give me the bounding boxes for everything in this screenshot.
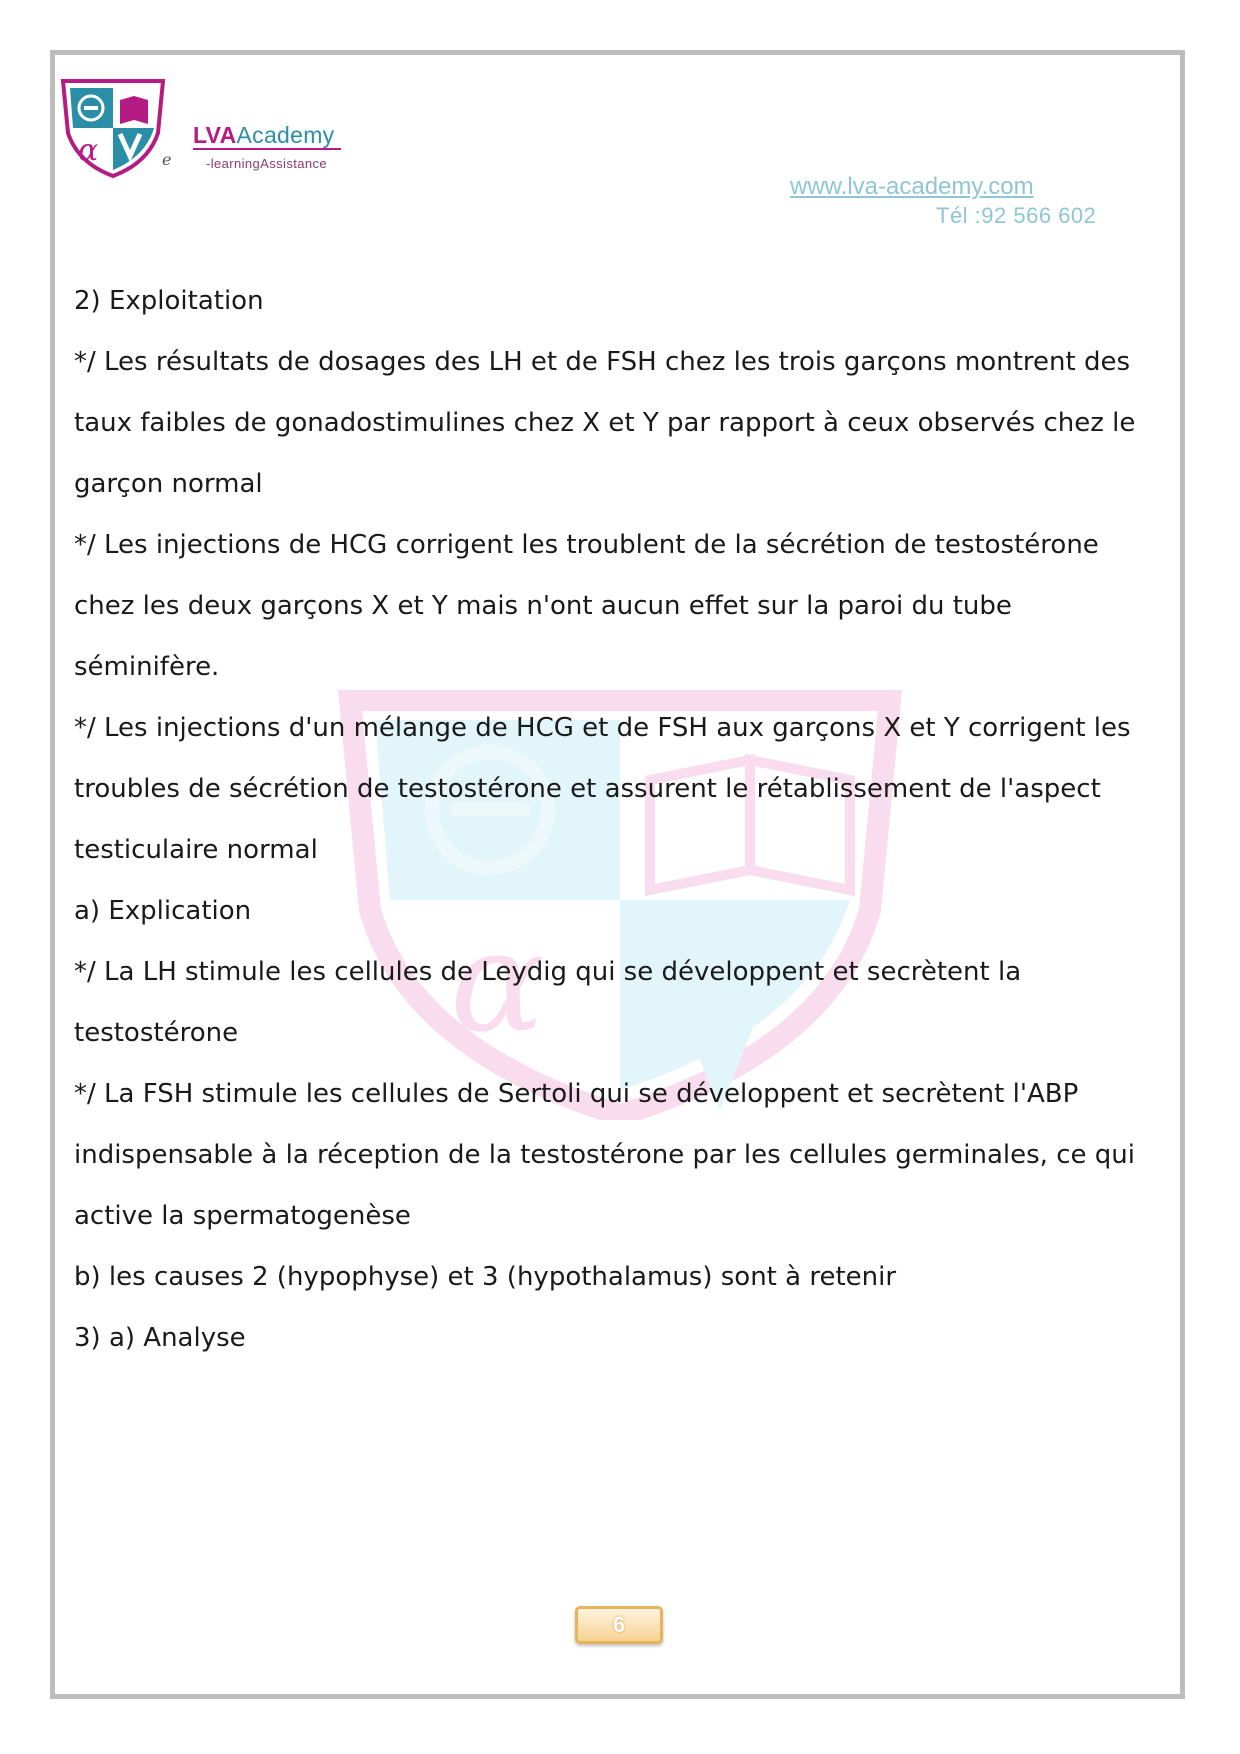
brand-underline [193,148,341,150]
document-body [74,271,1174,1369]
logo-e-letter: e [162,150,172,169]
text-line: 2) Exploitation [74,286,264,316]
text-line: troubles de sécrétion de testostérone et assurent le rétablissement de l'aspect [74,774,1101,804]
website-link[interactable]: www.lva-academy.com [790,173,1034,200]
text-line: testostérone [74,1018,239,1048]
text-line: indispensable à la réception de la testostérone par les cellules germinales, ce qui [74,1140,1135,1170]
brand-tagline: -learningAssistance [206,156,328,171]
text-line: active la spermatogenèse [74,1201,411,1231]
svg-text:α: α [78,133,99,168]
text-line: */ Les injections de HCG corrigent les troublent de la sécrétion de testostérone [74,530,1099,560]
text-line: 3) a) Analyse [74,1323,246,1353]
text-line: taux faibles de gonadostimulines chez X et Y par rapport à ceux observés chez le [74,408,1136,438]
brand-name [193,122,334,149]
brand-academy: Academy [236,122,335,148]
text-line: chez les deux garçons X et Y mais n'ont aucun effet sur la paroi du tube [74,591,1012,621]
text-line: garçon normal [74,469,263,499]
phone-number: Tél :92 566 602 [936,203,1097,228]
page-number-badge: 6 [575,1606,663,1644]
text-line: testiculaire normal [74,835,318,865]
lva-academy-logo [58,78,168,178]
text-line: */ La LH stimule les cellules de Leydig qui se développent et secrètent la [74,957,1022,987]
text-line: */ La FSH stimule les cellules de Sertoli qui se développent et secrètent l'ABP [74,1079,1079,1109]
svg-text:α: α [450,901,545,1064]
brand-lva: LVA [193,122,237,148]
text-line: b) les causes 2 (hypophyse) et 3 (hypothalamus) sont à retenir [74,1262,897,1292]
text-line: */ Les résultats de dosages des LH et de FSH chez les trois garçons montrent des [74,347,1130,377]
text-line: */ Les injections d'un mélange de HCG et de FSH aux garçons X et Y corrigent les [74,713,1131,743]
text-line: séminifère. [74,652,220,682]
text-line: a) Explication [74,896,252,926]
